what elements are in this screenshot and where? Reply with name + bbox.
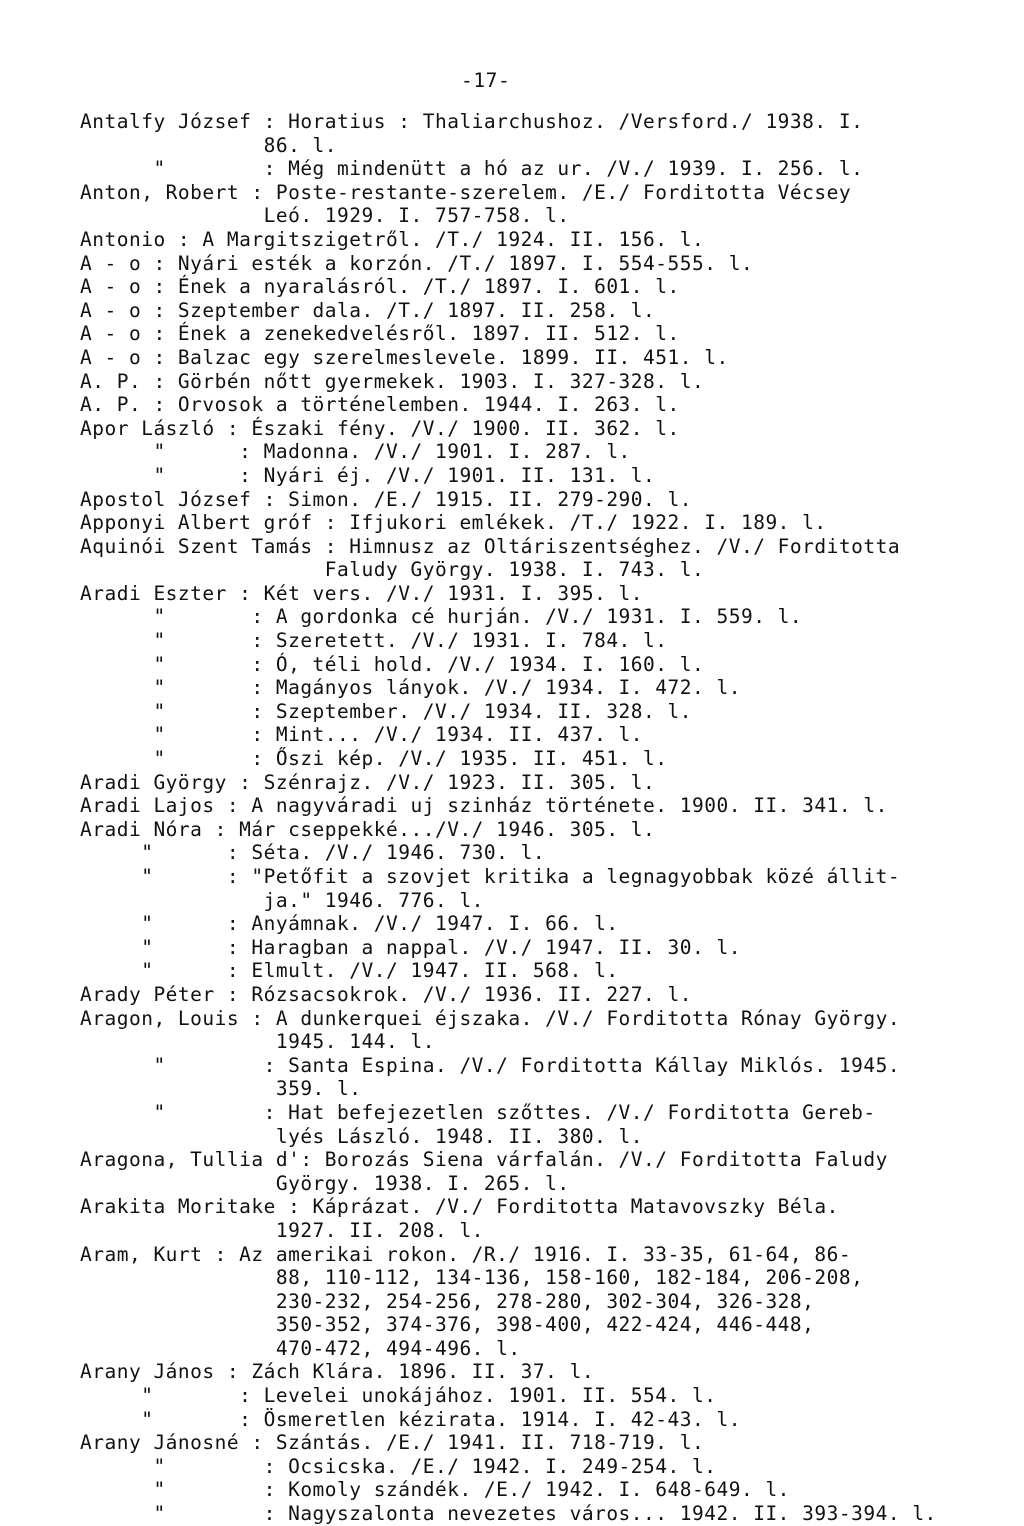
entry-line: A - o : Nyári esték a korzón. /T./ 1897. I. 554-555. l. (80, 251, 754, 275)
page-number: -17- (461, 69, 511, 92)
entry-line: Aradi Eszter : Két vers. /V./ 1931. I. 395. l. (80, 581, 644, 605)
entry-line: " : Nyári éj. /V./ 1901. II. 131. l. (80, 463, 656, 487)
entry-line: " : Séta. /V./ 1946. 730. l. (80, 841, 546, 865)
entry-line: " : Levelei unokájához. 1901. II. 554. l. (80, 1384, 717, 1408)
entry-line: " : Elmult. /V./ 1947. II. 568. l. (80, 959, 619, 983)
entry-line: " : Még mindenütt a hó az ur. /V./ 1939. I. 256. l. (80, 157, 864, 181)
entry-line: " : Madonna. /V./ 1901. I. 287. l. (80, 440, 631, 464)
entry-line: Apponyi Albert gróf : Ifjukori emlékek. /T./ 1922. I. 189. l. (80, 511, 827, 535)
entry-line: " : Ösmeretlen kézirata. 1914. I. 42-43. l. (80, 1407, 741, 1431)
entry-line: Aradi György : Szénrajz. /V./ 1923. II. 305. l. (80, 770, 656, 794)
entry-line: " : Nagyszalonta nevezetes város... 1942. II. 393-394. l. (80, 1502, 937, 1526)
entry-line: Anton, Robert : Poste-restante-szerelem. /E./ Forditotta Vécsey (80, 180, 852, 204)
entry-line: " : Anyámnak. /V./ 1947. I. 66. l. (80, 912, 619, 936)
entry-line: " : "Petőfit a szovjet kritika a legnagyobbak közé állit- (80, 865, 901, 888)
entry-line: Apostol József : Simon. /E./ 1915. II. 279-290. l. (80, 487, 692, 511)
entry-line: 359. l. (80, 1077, 362, 1101)
entry-line: A - o : Ének a zenekedvelésről. 1897. II. 512. l. (80, 322, 680, 346)
entry-line: A - o : Szeptember dala. /T./ 1897. II. 258. l. (80, 298, 656, 322)
entry-line: Antonio : A Margitszigetről. /T./ 1924. II. 156. l. (80, 227, 705, 251)
entry-line: " : Ocsicska. /E./ 1942. I. 249-254. l. (80, 1454, 717, 1478)
entry-line: 230-232, 254-256, 278-280, 302-304, 326-328, (80, 1289, 815, 1313)
entry-line: Aquinói Szent Tamás : Himnusz az Oltáriszentséghez. /V./ Forditotta (80, 534, 901, 558)
entry-line: " : A gordonka cé hurján. /V./ 1931. I. 559. l. (80, 605, 803, 629)
entry-line: A. P. : Orvosok a történelemben. 1944. I. 263. l. (80, 393, 680, 417)
entry-line: " : Ó, téli hold. /V./ 1934. I. 160. l. (80, 652, 705, 676)
entry-line: 88, 110-112, 134-136, 158-160, 182-184, 206-208, (80, 1266, 864, 1290)
entry-line: " : Őszi kép. /V./ 1935. II. 451. l. (80, 747, 668, 771)
entry-line: " : Komoly szándék. /E./ 1942. I. 648-649. l. (80, 1478, 790, 1502)
entry-line: Aragon, Louis : A dunkerquei éjszaka. /V./ Forditotta Rónay György. (80, 1006, 901, 1030)
entry-line: György. 1938. I. 265. l. (80, 1171, 570, 1195)
entry-line: Arany Jánosné : Szántás. /E./ 1941. II. 718-719. l. (80, 1431, 705, 1455)
entry-line: " : Santa Espina. /V./ Forditotta Kállay Miklós. 1945. (80, 1053, 901, 1077)
entry-line: A - o : Balzac egy szerelmeslevele. 1899. II. 451. l. (80, 345, 729, 369)
entry-line: ja." 1946. 776. l. (80, 888, 484, 912)
entry-line: " : Haragban a nappal. /V./ 1947. II. 30. l. (80, 935, 741, 959)
entry-line: Aram, Kurt : Az amerikai rokon. /R./ 1916. I. 33-35, 61-64, 86- (80, 1242, 852, 1266)
entry-line: 1945. 144. l. (80, 1030, 435, 1054)
entry-line: Arany János : Zách Klára. 1896. II. 37. l. (80, 1360, 595, 1384)
entry-line: Leó. 1929. I. 757-758. l. (80, 204, 570, 228)
entry-line: " : Szeptember. /V./ 1934. II. 328. l. (80, 699, 692, 723)
entry-line: 86. l. (80, 133, 338, 157)
entry-line: A - o : Ének a nyaralásról. /T./ 1897. I. 601. l. (80, 275, 680, 299)
bibliography-entries (80, 110, 1000, 1526)
entry-line: Antalfy József : Horatius : Thaliarchushoz. /Versford./ 1938. I. (80, 110, 864, 133)
entry-line: Aragona, Tullia d': Borozás Siena várfalán. /V./ Forditotta Faludy (80, 1148, 888, 1172)
entry-line: 1927. II. 208. l. (80, 1218, 484, 1242)
entry-line: " : Szeretett. /V./ 1931. I. 784. l. (80, 629, 668, 653)
entry-line: lyés László. 1948. II. 380. l. (80, 1124, 644, 1148)
entry-line: Arakita Moritake : Káprázat. /V./ Forditotta Matavovszky Béla. (80, 1195, 839, 1219)
entry-line: A. P. : Görbén nőtt gyermekek. 1903. I. 327-328. l. (80, 369, 705, 393)
entry-line: " : Magányos lányok. /V./ 1934. I. 472. l. (80, 676, 741, 700)
entry-line: 350-352, 374-376, 398-400, 422-424, 446-448, (80, 1313, 815, 1337)
entry-line: Apor László : Északi fény. /V./ 1900. II. 362. l. (80, 416, 680, 440)
entry-line: 470-472, 494-496. l. (80, 1336, 521, 1360)
entry-line: Aradi Lajos : A nagyváradi uj szinház története. 1900. II. 341. l. (80, 794, 888, 818)
entry-line: " : Mint... /V./ 1934. II. 437. l. (80, 723, 644, 747)
entry-line: Aradi Nóra : Már cseppekké.../V./ 1946. 305. l. (80, 817, 656, 841)
entry-line: Faludy György. 1938. I. 743. l. (80, 558, 705, 582)
entry-line: Arady Péter : Rózsacsokrok. /V./ 1936. II. 227. l. (80, 982, 692, 1006)
entry-line: " : Hat befejezetlen szőttes. /V./ Forditotta Gereb- (80, 1100, 876, 1124)
